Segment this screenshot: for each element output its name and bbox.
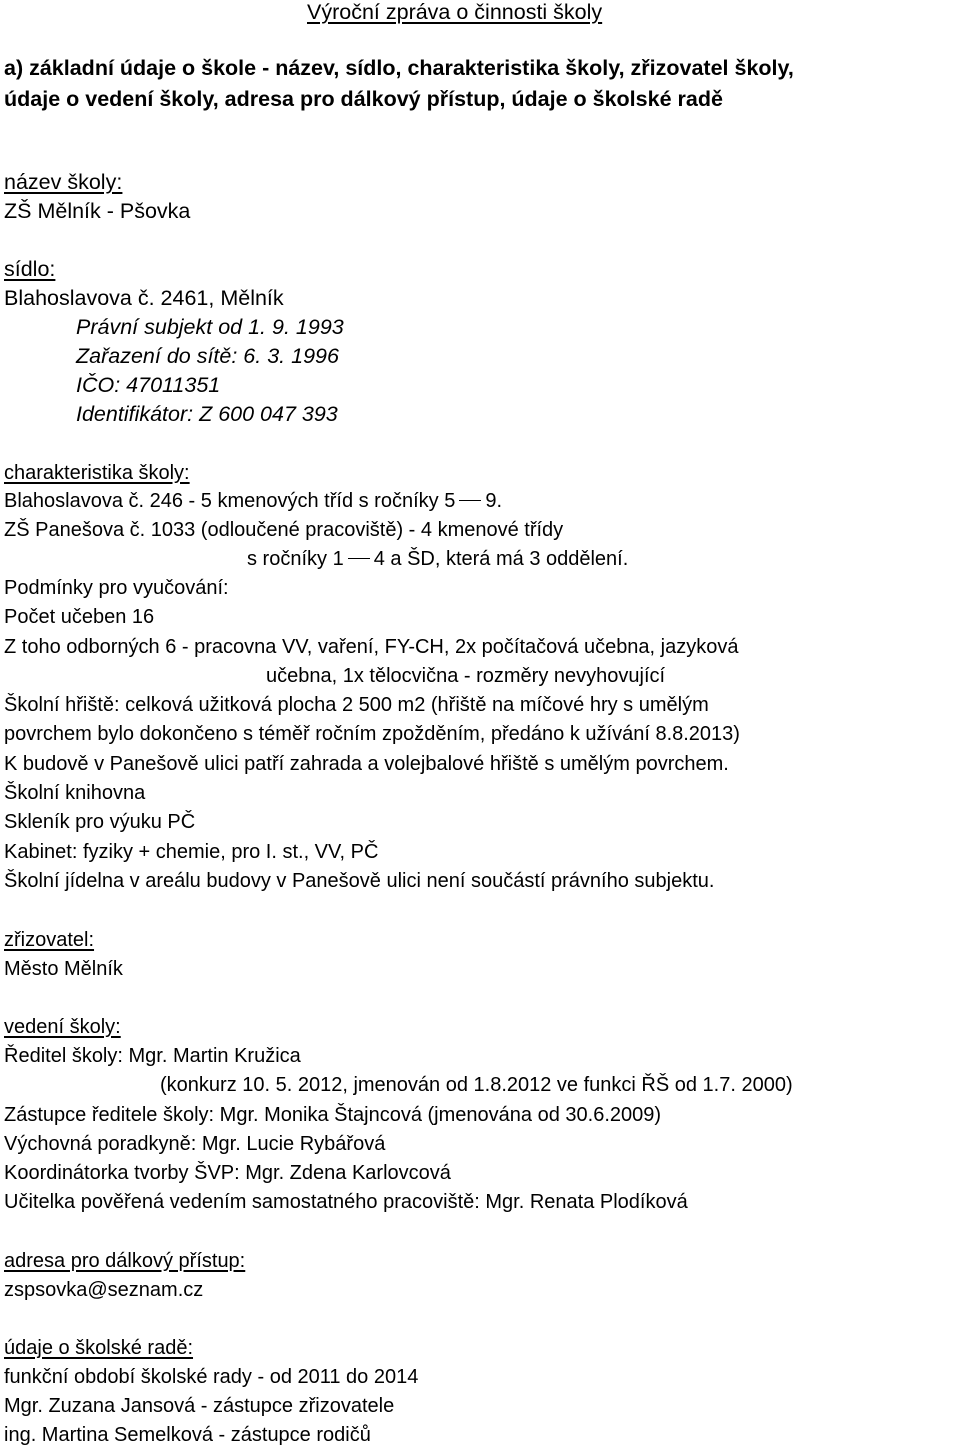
zrizovatel-label: zřizovatel: — [4, 929, 95, 951]
podminky-label: Podmínky pro vyučování: — [4, 577, 229, 599]
skolska-rada-clen-2: ing. Martina Semelková - zástupce rodičů — [4, 1424, 371, 1446]
dash-separator — [459, 500, 481, 501]
pocet-uceben: Počet učeben 16 — [4, 606, 155, 628]
nazev-label: název školy: — [4, 170, 123, 194]
odborne-ucebny-line-2: učebna, 1x tělocvična - rozměry nevyhovující — [266, 665, 666, 687]
knihovna: Školní knihovna — [4, 782, 146, 804]
vedeni-zastupce: Zástupce ředitele školy: Mgr. Monika Štajncová (jmenována od 30.6.2009) — [4, 1104, 662, 1126]
jidelna: Školní jídelna v areálu budovy v Panešově ulici není součástí právního subjektu. — [4, 870, 715, 892]
vedeni-poradkyne: Výchovná poradkyně: Mgr. Lucie Rybářová — [4, 1133, 386, 1155]
section-heading-line-2: údaje o vedení školy, adresa pro dálkový přístup, údaje o školské radě — [4, 87, 723, 111]
sidlo-zarazeni: Zařazení do sítě: 6. 3. 1996 — [76, 344, 339, 368]
nazev-value: ZŠ Mělník - Pšovka — [4, 199, 191, 223]
vedeni-label: vedení školy: — [4, 1016, 121, 1038]
hriste-line-2: povrchem bylo dokončeno s téměř ročním zpožděním, předáno k užívání 8.8.2013) — [4, 723, 740, 745]
sidlo-pravni-subjekt: Právní subjekt od 1. 9. 1993 — [76, 315, 344, 339]
sidlo-label: sídlo: — [4, 257, 56, 281]
kabinet: Kabinet: fyziky + chemie, pro I. st., VV, PČ — [4, 841, 379, 863]
vedeni-reditel: Ředitel školy: Mgr. Martin Kružica — [4, 1045, 301, 1067]
charakteristika-label: charakteristika školy: — [4, 462, 190, 484]
vedeni-koordinatorka: Koordinátorka tvorby ŠVP: Mgr. Zdena Karlovcová — [4, 1162, 451, 1184]
hriste-line-1: Školní hřiště: celková užitková plocha 2 500 m2 (hřiště na míčové hry s umělým — [4, 694, 709, 716]
sidlo-address: Blahoslavova č. 2461, Mělník — [4, 286, 284, 310]
odborne-ucebny-line-1: Z toho odborných 6 - pracovna VV, vaření, FY-CH, 2x počítačová učebna, jazyková — [4, 636, 739, 658]
sidlo-ico: IČO: 47011351 — [76, 373, 221, 397]
zahrada: K budově v Panešově ulici patří zahrada a volejbalové hřiště s umělým povrchem. — [4, 753, 729, 775]
sidlo-identifikator: Identifikátor: Z 600 047 393 — [76, 402, 338, 426]
adresa-label: adresa pro dálkový přístup: — [4, 1250, 246, 1272]
charakteristika-line-3: s ročníky 1 4 a ŠD, která má 3 oddělení. — [247, 548, 629, 570]
charakteristika-line-1: Blahoslavova č. 246 - 5 kmenových tříd s ročníky 5 9. — [4, 490, 503, 512]
zrizovatel-value: Město Mělník — [4, 958, 123, 980]
vedeni-konkurz: (konkurz 10. 5. 2012, jmenován od 1.8.2012 ve funkci ŘŠ od 1.7. 2000) — [160, 1074, 793, 1096]
adresa-email: zspsovka@seznam.cz — [4, 1279, 204, 1301]
skolska-rada-obdobi: funkční období školské rady - od 2011 do 2014 — [4, 1366, 419, 1388]
sklenik: Skleník pro výuku PČ — [4, 811, 196, 833]
section-heading-line-1: a) základní údaje o škole - název, sídlo, charakteristika školy, zřizovatel školy, — [4, 56, 794, 80]
skolska-rada-label: údaje o školské radě: — [4, 1337, 194, 1359]
page-title: Výroční zpráva o činnosti školy — [307, 0, 603, 24]
charakteristika-line-2: ZŠ Panešova č. 1033 (odloučené pracoviště) - 4 kmenové třídy — [4, 519, 564, 541]
skolska-rada-clen-1: Mgr. Zuzana Jansová - zástupce zřizovatele — [4, 1395, 395, 1417]
dash-separator — [348, 558, 370, 559]
vedeni-ucitelka: Učitelka pověřená vedením samostatného pracoviště: Mgr. Renata Plodíková — [4, 1191, 688, 1213]
